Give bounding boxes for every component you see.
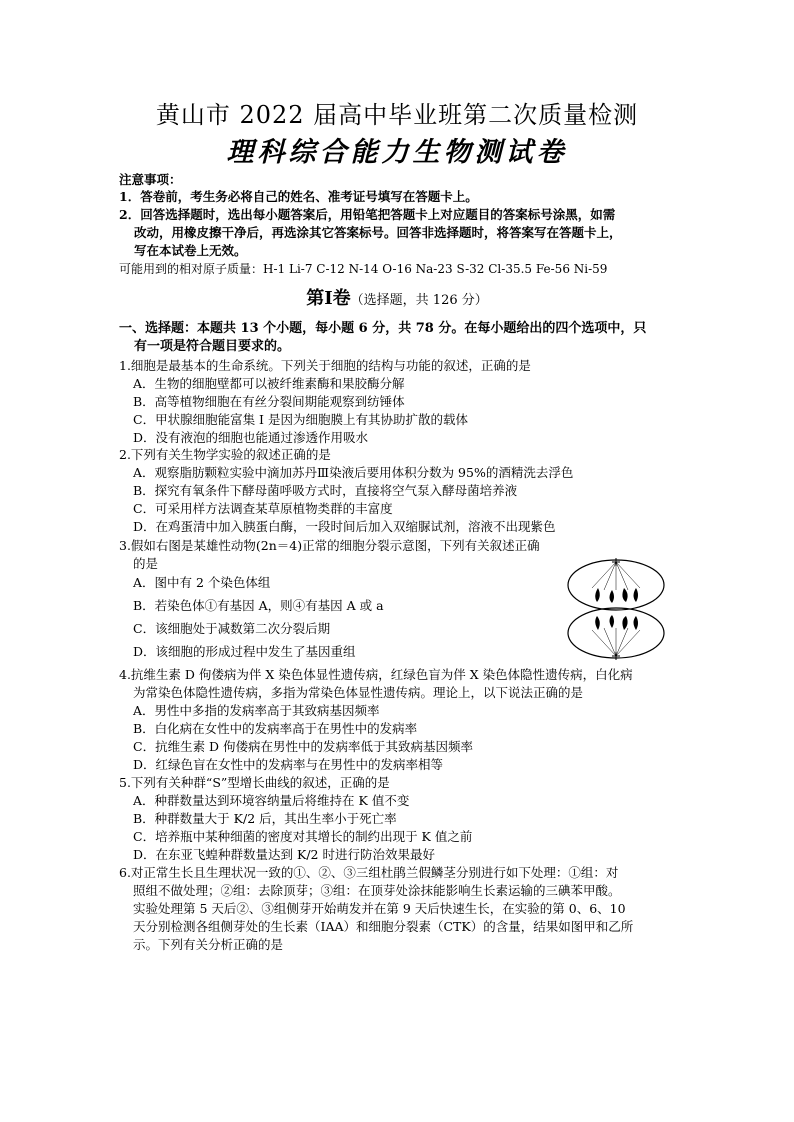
notice-item-2-cont-2: 写在本试卷上无效。 xyxy=(134,243,247,258)
q6-stem-line-3: 实验处理第 5 天后②、③组侧芽开始萌发并在第 9 天后快速生长，在实验的第 0、6、10 xyxy=(133,901,626,916)
notice-item-2: 2．回答选择题时，选出每小题答案后，用铅笔把答题卡上对应题目的答案标号涂黑，如需 xyxy=(119,207,616,222)
q3-stem-cont: 的是 xyxy=(133,556,159,571)
q2-option-d: D．在鸡蛋清中加入胰蛋白酶，一段时间后加入双缩脲试剂，溶液不出现紫色 xyxy=(133,519,556,534)
q5-option-c: C．培养瓶中某种细菌的密度对其增长的制约出现于 K 值之前 xyxy=(133,829,473,844)
q5-option-d: D．在东亚飞蝗种群数量达到 K/2 时进行防治效果最好 xyxy=(133,847,435,862)
q3-stem: 3.假如右图是某雄性动物(2n＝4)正常的细胞分裂示意图，下列有关叙述正确 xyxy=(119,538,540,553)
notice-heading: 注意事项： xyxy=(119,172,182,187)
q3-option-b: B．若染色体①有基因 A，则④有基因 A 或 a xyxy=(133,598,384,613)
q3-option-a: A．图中有 2 个染色体组 xyxy=(133,575,271,590)
section-subtitle: （选择题，共 126 分） xyxy=(350,293,488,308)
q2-option-a: A．观察脂肪颗粒实验中滴加苏丹Ⅲ染液后要用体积分数为 95%的酒精洗去浮色 xyxy=(133,465,574,480)
q1-stem: 1.细胞是最基本的生命系统。下列关于细胞的结构与功能的叙述，正确的是 xyxy=(119,358,531,373)
part-intro-line-1: 一、选择题：本题共 13 个小题，每小题 6 分，共 78 分。在每小题给出的四个选项中，只 xyxy=(119,321,647,336)
q4-option-b: B．白化病在女性中的发病率高于在男性中的发病率 xyxy=(133,721,418,736)
q1-option-d: D．没有液泡的细胞也能通过渗透作用吸水 xyxy=(133,430,369,445)
q5-option-b: B．种群数量大于 K/2 后，其出生率小于死亡率 xyxy=(133,811,397,826)
q4-option-a: A．男性中多指的发病率高于其致病基因频率 xyxy=(133,703,380,718)
q3-option-d: D．该细胞的形成过程中发生了基因重组 xyxy=(133,644,356,659)
q5-option-a: A．种群数量达到环境容纳量后将维持在 K 值不变 xyxy=(133,793,410,808)
q4-option-c: C．抗维生素 D 佝偻病在男性中的发病率低于其致病基因频率 xyxy=(133,739,474,754)
exam-subtitle: 理科综合能力生物测试卷 xyxy=(226,137,568,168)
q2-option-b: B．探究有氧条件下酵母菌呼吸方式时，直接将空气泵入酵母菌培养液 xyxy=(133,483,518,498)
q6-stem-line-1: 6.对正常生长且生理状况一致的①、②、③三组杜鹃兰假鳞茎分别进行如下处理：①组：对 xyxy=(119,865,619,880)
q3-option-c: C．该细胞处于减数第二次分裂后期 xyxy=(133,621,331,636)
atomic-masses: 可能用到的相对原子质量：H-1 Li-7 C-12 N-14 O-16 Na-23 S-32 Cl-35.5 Fe-56 Ni-59 xyxy=(119,262,608,276)
notice-item-2-cont: 改动，用橡皮擦干净后，再选涂其它答案标号。回答非选择题时，将答案写在答题卡上， xyxy=(134,225,622,240)
section-heading xyxy=(0,288,794,312)
q4-stem-cont: 为常染色体隐性遗传病，多指为常染色体显性遗传病。理论上，以下说法正确的是 xyxy=(133,685,584,700)
q1-option-b: B．高等植物细胞在有丝分裂间期能观察到纺锤体 xyxy=(133,394,405,409)
part-intro-line-2: 有一项是符合题目要求的。 xyxy=(134,339,291,354)
section-title: 第Ⅰ卷 xyxy=(306,288,351,309)
q6-stem-line-4: 天分别检测各组侧芽处的生长素（IAA）和细胞分裂素（CTK）的含量，结果如图甲和乙所 xyxy=(133,919,634,934)
exam-title: 黄山市 2022 届高中毕业班第二次质量检测 xyxy=(155,101,639,129)
cell-division-figure xyxy=(562,558,670,660)
q1-option-a: A．生物的细胞壁都可以被纤维素酶和果胶酶分解 xyxy=(133,376,405,391)
q6-stem-line-5: 示。下列有关分析正确的是 xyxy=(133,937,284,952)
q1-option-c: C．甲状腺细胞能富集 I 是因为细胞膜上有其协助扩散的载体 xyxy=(133,412,468,427)
notice-item-1: 1．答卷前，考生务必将自己的姓名、准考证号填写在答题卡上。 xyxy=(119,189,478,204)
q2-stem: 2.下列有关生物学实验的叙述正确的是 xyxy=(119,447,331,462)
q5-stem: 5.下列有关种群“S”型增长曲线的叙述，正确的是 xyxy=(119,775,390,790)
q2-option-c: C．可采用样方法调查某草原植物类群的丰富度 xyxy=(133,501,393,516)
q6-stem-line-2: 照组不做处理；②组：去除顶芽；③组：在顶芽处涂抹能影响生长素运输的三碘苯甲酸。 xyxy=(133,883,621,898)
q4-option-d: D．红绿色盲在女性中的发病率与在男性中的发病率相等 xyxy=(133,757,444,772)
q4-stem: 4.抗维生素 D 佝偻病为伴 X 染色体显性遗传病，红绿色盲为伴 X 染色体隐性遗传病，白化病 xyxy=(119,667,633,682)
